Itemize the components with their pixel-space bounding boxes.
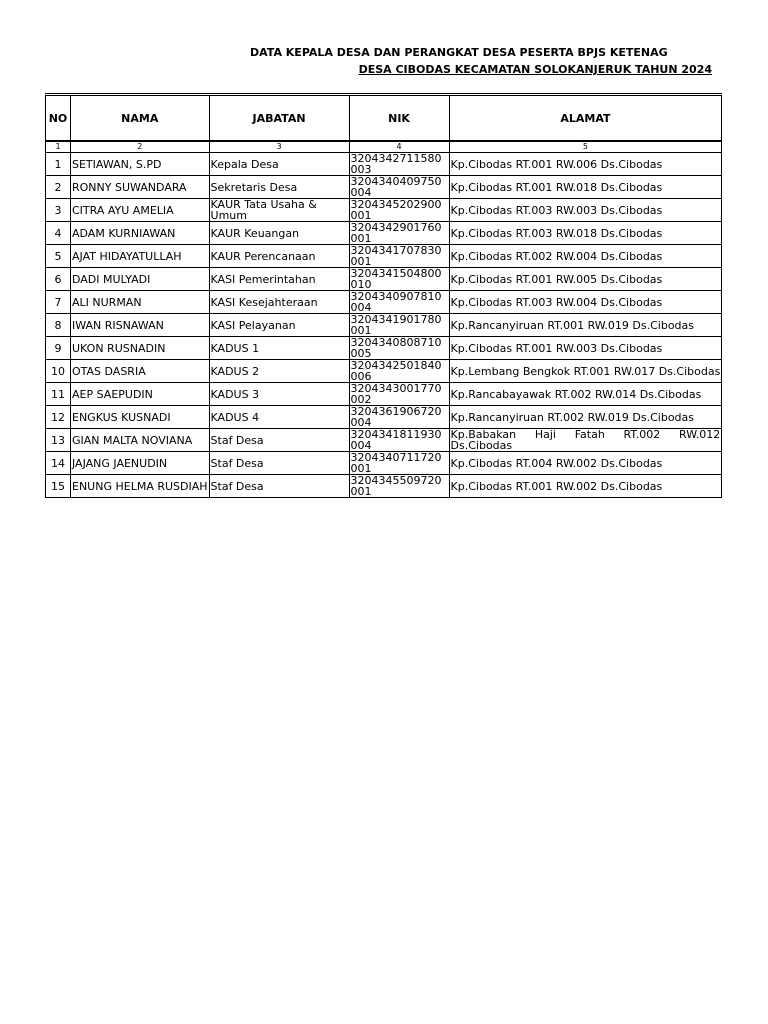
row-nama: ENGKUS KUSNADI — [71, 406, 210, 429]
row-nama: OTAS DASRIA — [71, 360, 210, 383]
row-no: 2 — [46, 176, 71, 199]
row-alamat: Kp.Lembang Bengkok RT.001 RW.017 Ds.Cibodas — [449, 360, 722, 383]
row-no: 15 — [46, 475, 71, 498]
table-row — [46, 406, 722, 429]
row-nik: 3204340711720001 — [349, 452, 449, 475]
row-nama: AEP SAEPUDIN — [71, 383, 210, 406]
row-no: 14 — [46, 452, 71, 475]
header-alamat: ALAMAT — [449, 95, 722, 142]
row-no: 3 — [46, 199, 71, 222]
row-nik: 3204343001770002 — [349, 383, 449, 406]
row-nama: ENUNG HELMA RUSDIAH — [71, 475, 210, 498]
row-nik: 3204342901760001 — [349, 222, 449, 245]
table-row — [46, 337, 722, 360]
row-nama: ALI NURMAN — [71, 291, 210, 314]
row-nik: 3204340808710005 — [349, 337, 449, 360]
row-nama: AJAT HIDAYATULLAH — [71, 245, 210, 268]
row-nama: GIAN MALTA NOVIANA — [71, 429, 210, 452]
header-nik: NIK — [349, 95, 449, 142]
table-row — [46, 291, 722, 314]
row-nik: 3204341811930004 — [349, 429, 449, 452]
table-row — [46, 360, 722, 383]
table-row — [46, 176, 722, 199]
row-alamat: Kp.Cibodas RT.003 RW.004 Ds.Cibodas — [449, 291, 722, 314]
header-jabatan: JABATAN — [209, 95, 349, 142]
row-jabatan: KADUS 1 — [209, 337, 349, 360]
row-nik: 3204342501840006 — [349, 360, 449, 383]
row-jabatan: Kepala Desa — [209, 153, 349, 176]
document-subtitle: DESA CIBODAS KECAMATAN SOLOKANJERUK TAHUN 2024 — [358, 63, 712, 76]
row-nik: 3204341504800010 — [349, 268, 449, 291]
table-row — [46, 383, 722, 406]
row-nik: 3204345202900001 — [349, 199, 449, 222]
table-row — [46, 475, 722, 498]
row-no: 8 — [46, 314, 71, 337]
row-nik: 3204341707830001 — [349, 245, 449, 268]
row-jabatan: KAUR Tata Usaha & Umum — [209, 199, 349, 222]
row-no: 1 — [46, 153, 71, 176]
row-no: 13 — [46, 429, 71, 452]
row-jabatan: KADUS 3 — [209, 383, 349, 406]
row-jabatan: Staf Desa — [209, 452, 349, 475]
row-no: 7 — [46, 291, 71, 314]
row-alamat: Kp.Babakan Haji Fatah RT.002 RW.012 Ds.Cibodas — [450, 428, 721, 452]
row-nik: 3204340409750004 — [349, 176, 449, 199]
row-nik: 3204340907810004 — [349, 291, 449, 314]
row-no: 5 — [46, 245, 71, 268]
table-row — [46, 314, 722, 337]
row-alamat: Kp.Cibodas RT.004 RW.002 Ds.Cibodas — [449, 452, 722, 475]
row-alamat: Kp.Cibodas RT.001 RW.005 Ds.Cibodas — [449, 268, 722, 291]
column-number: 3 — [209, 141, 349, 153]
row-alamat: Kp.Rancanyiruan RT.002 RW.019 Ds.Cibodas — [449, 406, 722, 429]
row-jabatan: KAUR Perencanaan — [209, 245, 349, 268]
row-alamat: Kp.Cibodas RT.003 RW.003 Ds.Cibodas — [449, 199, 722, 222]
column-number: 1 — [46, 141, 71, 153]
row-nama: IWAN RISNAWAN — [71, 314, 210, 337]
row-alamat: Kp.Cibodas RT.001 RW.002 Ds.Cibodas — [449, 475, 722, 498]
document-title: DATA KEPALA DESA DAN PERANGKAT DESA PESERTA BPJS KETENAG — [250, 46, 668, 59]
row-jabatan: KAUR Keuangan — [209, 222, 349, 245]
row-nik: 3204345509720001 — [349, 475, 449, 498]
participants-table — [45, 93, 722, 498]
row-no: 6 — [46, 268, 71, 291]
row-alamat: Kp.Rancabayawak RT.002 RW.014 Ds.Cibodas — [449, 383, 722, 406]
row-jabatan: KADUS 4 — [209, 406, 349, 429]
table-row — [46, 199, 722, 222]
column-number: 5 — [449, 141, 722, 153]
row-nama: CITRA AYU AMELIA — [71, 199, 210, 222]
row-nik: 3204341901780001 — [349, 314, 449, 337]
row-no: 9 — [46, 337, 71, 360]
row-jabatan: Sekretaris Desa — [209, 176, 349, 199]
table-row — [46, 153, 722, 176]
table-row — [46, 452, 722, 475]
row-alamat: Kp.Rancanyiruan RT.001 RW.019 Ds.Cibodas — [449, 314, 722, 337]
row-nama: SETIAWAN, S.PD — [71, 153, 210, 176]
row-no: 12 — [46, 406, 71, 429]
row-alamat: Kp.Cibodas RT.002 RW.004 Ds.Cibodas — [449, 245, 722, 268]
row-nama: ADAM KURNIAWAN — [71, 222, 210, 245]
row-nama: JAJANG JAENUDIN — [71, 452, 210, 475]
header-nama: NAMA — [71, 95, 210, 142]
row-alamat: Kp.Cibodas RT.001 RW.006 Ds.Cibodas — [449, 153, 722, 176]
row-alamat: Kp.Cibodas RT.001 RW.018 Ds.Cibodas — [449, 176, 722, 199]
row-jabatan: KADUS 2 — [209, 360, 349, 383]
row-no: 4 — [46, 222, 71, 245]
row-jabatan: Staf Desa — [209, 475, 349, 498]
row-no: 11 — [46, 383, 71, 406]
row-jabatan: KASI Pemerintahan — [209, 268, 349, 291]
row-alamat: Kp.Cibodas RT.001 RW.003 Ds.Cibodas — [449, 337, 722, 360]
header-no: NO — [46, 95, 71, 142]
row-nama: UKON RUSNADIN — [71, 337, 210, 360]
row-nik: 3204342711580003 — [349, 153, 449, 176]
row-jabatan: KASI Pelayanan — [209, 314, 349, 337]
row-nama: RONNY SUWANDARA — [71, 176, 210, 199]
row-jabatan: Staf Desa — [209, 429, 349, 452]
row-no: 10 — [46, 360, 71, 383]
row-jabatan: KASI Kesejahteraan — [209, 291, 349, 314]
row-nama: DADI MULYADI — [71, 268, 210, 291]
row-nik: 3204361906720004 — [349, 406, 449, 429]
table-row — [46, 268, 722, 291]
column-number: 4 — [349, 141, 449, 153]
column-number: 2 — [71, 141, 210, 153]
row-alamat: Kp.Cibodas RT.003 RW.018 Ds.Cibodas — [449, 222, 722, 245]
table-row — [46, 222, 722, 245]
table-row — [46, 245, 722, 268]
table-row — [46, 429, 722, 452]
